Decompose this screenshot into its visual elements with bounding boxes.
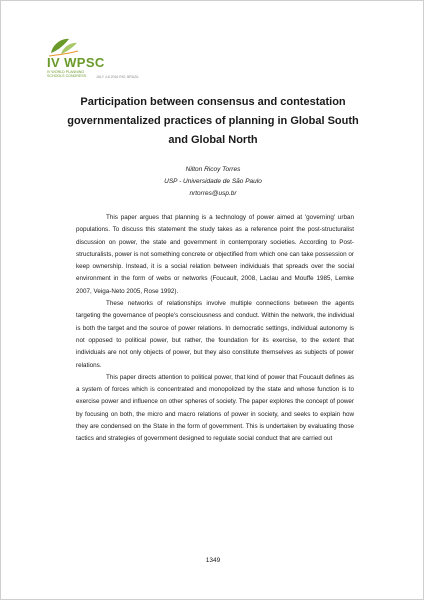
paragraph: This paper directs attention to political power, that kind of power that Foucault defines as a system of forces which is concentrated and monopolized by the state and whose function is to exercise power and influence on other spheres of society. The paper explores the concept of power by focusing on both, the micro and macro relations of power in society, and seeks to explain how they are condensed on the State in the form of government. This is undertaken by evaluating those tactics and strategies of government designed to regulate social conduct that are carried out: [76, 373, 354, 443]
paper-title: Participation between consensus and contestation governmentalized practices of planning in Global South and Global North: [67, 96, 359, 146]
conference-logo: [47, 35, 167, 83]
abstract-body: [76, 212, 354, 446]
logo-name: IV WPSC: [47, 55, 105, 70]
logo-leaf-icon: [47, 35, 79, 57]
paragraph: These networks of relationships involve multiple connections between the agents targeting the governance of people's consciousness and conduct. Within the network, the individual is both the target and the source of power relations. In democratic settings, individual autonomy is not opposed to political power, but rather, the foundation for its exercise, to the extent that individuals are not only objects of power, but they also constitute themselves as subjects of power relations.: [76, 300, 354, 369]
paragraph: This paper argues that planning is a technology of power aimed at 'governing' urban populations. To discuss this statement the study takes as a reference point the post-structuralist discussion on power, the state and government in contemporary societies. According to Post-structuralists, power is not something concrete or objectified from which one can take possession or keep ownership. Instead, it is a social relation between individuals that spreads over the social environment in the form of webs or networks (Foucault, 2008, Laclau and Mouffe 1985, Lemke 2007, Veiga-Neto 2005, Rose 1992).: [76, 214, 354, 295]
logo-tagline: JULY 4-8 2016 RIO, BRAZIL: [96, 75, 140, 79]
author-affiliation: USP - Universidade de São Paulo: [164, 178, 262, 185]
logo-subtitle: IV WORLD PLANNING SCHOOLS CONGRESS: [47, 70, 87, 79]
author-name: Nilton Ricoy Torres: [185, 166, 241, 173]
page-number: 1349: [205, 557, 221, 564]
author-email: nrtorres@usp.br: [189, 190, 237, 197]
